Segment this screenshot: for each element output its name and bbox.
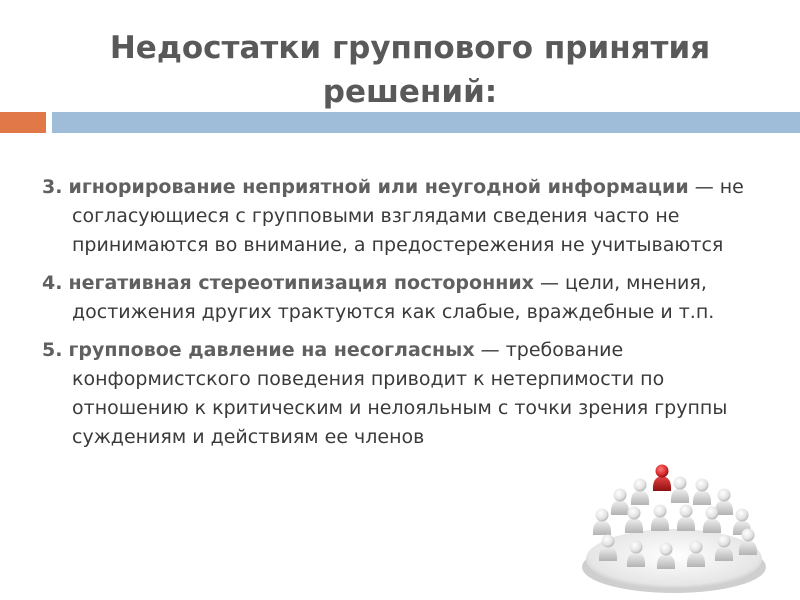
slide-title-line1: Недостатки группового принятия	[109, 30, 711, 66]
item-lead: игнорирование неприятной или неугодной информации	[68, 176, 689, 198]
red-leader-figure	[653, 465, 671, 492]
item-lead: групповое давление на несогласных	[68, 339, 475, 361]
item-number: 5.	[42, 339, 63, 361]
slide-title	[20, 26, 800, 114]
list-item	[42, 173, 762, 260]
item-number: 4.	[42, 272, 63, 294]
item-text: — цели, мнения, достижения других трактуются как слабые, враждебные и т.п.	[72, 272, 715, 323]
content-list	[42, 173, 762, 461]
item-text: — требование конформистского поведения приводит к нетерпимости по отношению к критическим и нелояльным с точки зрения группы суждениям и действиям ее членов	[72, 339, 728, 448]
slide-title-line2: решений:	[322, 74, 498, 110]
title-accent-bar-orange	[0, 112, 46, 133]
item-number: 3.	[42, 176, 63, 198]
title-accent-bar-blue	[52, 112, 800, 133]
group-circle-red-figure-icon	[578, 455, 770, 595]
list-item	[42, 269, 762, 327]
item-text: — не согласующиеся с групповыми взглядами сведения часто не принимаются во внимание, а предостережения не учитываются	[72, 176, 744, 256]
list-item	[42, 336, 762, 452]
item-lead: негативная стереотипизация посторонних	[68, 272, 534, 294]
